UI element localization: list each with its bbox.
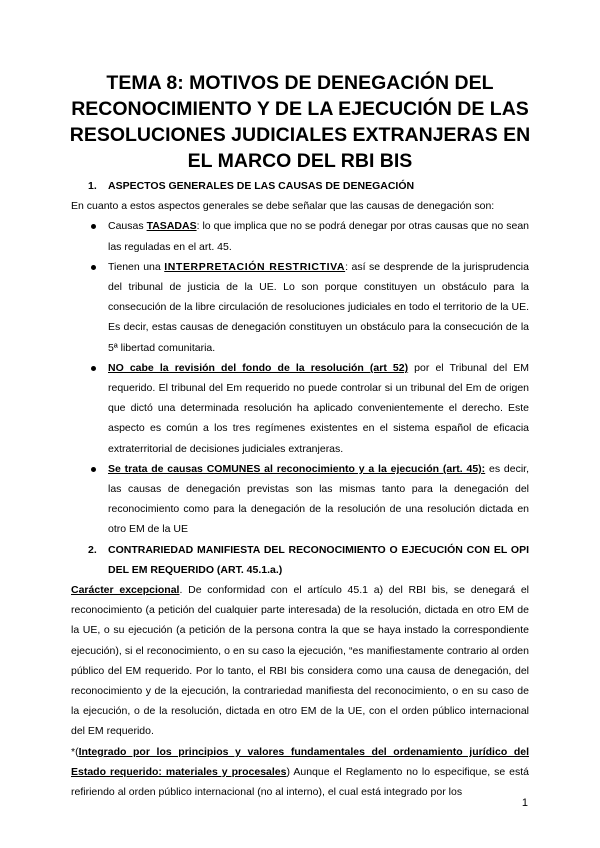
document-title: TEMA 8: MOTIVOS DE DENEGACIÓN DEL RECONOCIMIENTO Y DE LA EJECUCIÓN DE LAS RESOLUCIONES JUDICIALES EXTRANJERAS EN EL MARCO DEL RBI BIS (69, 72, 531, 172)
list-item-text: es decir, las causas de denegación previstas son las mismas tanto para la denegación del reconocimiento como para la denegación de la resolución de una resolución dictada en otro EM de la UE (108, 462, 529, 536)
section-2-paragraph-2 (71, 742, 529, 803)
list-item-emphasis: Se trata de causas COMUNES al reconocimiento y a la ejecución (art. 45): (108, 462, 486, 475)
paragraph-text: . De conformidad con el artículo 45.1 a) del RBI bis, se denegará el reconocimiento (a petición del cualquier parte interesada) de la resolución, dictada en otro EM de la UE, o su ejecución (a petición de la persona contra la que se haya instado la correspondiente ejecución), si el reconocimiento, o en su caso la ejecución, “es manifiestamente contrario al orden público del EM requerido. Por lo tanto, el RBI bis considera como una causa de denegación, del reconocimiento y de la ejecución, la contrariedad manifiesta del reconocimiento, o en su caso de la ejecución, o de la resolución, dictada en otro EM de la UE, con el orden público internacional del EM requerido. (71, 584, 529, 738)
paragraph-text: ) Aunque el Reglamento no lo especifique, se está refiriendo al orden público internacional (no al interno), el cual está integrado por los (71, 765, 529, 799)
section-1-heading (71, 176, 529, 196)
list-item-text: : lo que implica que no se podrá denegar por otras causas que no sean las reguladas en el art. 45. (108, 220, 529, 253)
section-1-title: ASPECTOS GENERALES DE LAS CAUSAS DE DENEGACIÓN (108, 180, 415, 192)
paragraph-emphasis: Integrado por los principios y valores fundamentales del ordenamiento jurídico del Estado requerido: materiales y procesales (71, 745, 529, 778)
list-item-text: : así se desprende de la jurisprudencia del tribunal de justicia de la UE. Lo son porque constituyen un obstáculo para la consecución de la libre circulación de resoluciones judiciales en todo el territorio de la UE. Es decir, estas causas de denegación constituyen un obstáculo para la consecución de la 5ª libertad comunitaria. (108, 260, 529, 354)
section-1-intro: En cuanto a estos aspectos generales se debe señalar que las causas de denegación son: (71, 200, 495, 213)
list-item-emphasis: NO cabe la revisión del fondo de la resolución (art 52) (108, 361, 409, 374)
list-item (71, 216, 529, 256)
list-item (71, 459, 529, 540)
paragraph-lead: Carácter excepcional (71, 584, 180, 597)
document-body (71, 176, 529, 802)
list-item-text: por el Tribunal del EM requerido. El tribunal del Em requerido no puede controlar si un tribunal del Em de origen que dictó una determinada resolución ha aplicado convenientemente el derecho. Este aspecto es común a los tres regímenes existentes en el sistema español de eficacia extraterritorial de decisiones judiciales extranjeras. (108, 361, 529, 455)
causes-list (71, 216, 529, 539)
page-number: 1 (521, 797, 528, 809)
section-2-heading (71, 540, 529, 580)
section-1-number: 1. (88, 180, 97, 192)
list-item (71, 257, 529, 358)
list-item-text: Tienen una (108, 260, 165, 273)
list-item-text: Causas (108, 220, 147, 233)
list-item-emphasis: INTERPRETACIÓN RESTRICTIVA (164, 260, 346, 273)
section-2-number: 2. (88, 543, 97, 556)
list-item-emphasis: TASADAS (146, 220, 197, 233)
paragraph-prefix: *( (71, 745, 79, 758)
section-2-title: CONTRARIEDAD MANIFIESTA DEL RECONOCIMIENTO O EJECUCIÓN CON EL OPI DEL EM REQUERIDO (ART. 45.1.a.) (108, 543, 529, 576)
list-item (71, 358, 529, 459)
section-2-paragraph-1 (71, 580, 529, 742)
